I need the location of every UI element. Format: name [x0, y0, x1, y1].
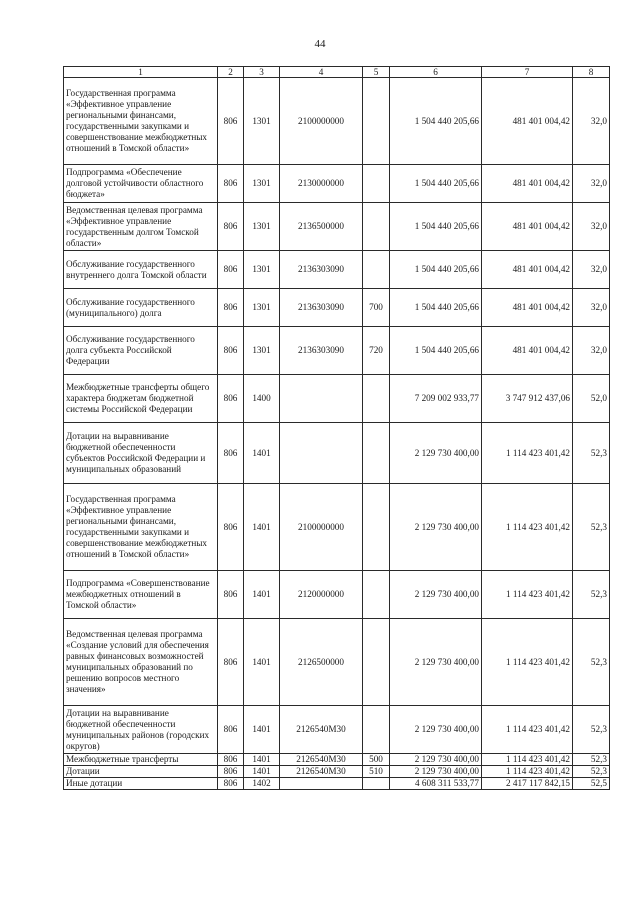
row-expense-type-cell: [363, 203, 390, 251]
row-target-code-cell: 2100000000: [280, 484, 363, 571]
row-name-cell: Межбюджетные трансферты общего характера бюджетам бюджетной системы Российской Федерации: [64, 375, 218, 423]
row-expense-type-cell: [363, 778, 390, 790]
row-fact-cell: 481 401 004,42: [482, 289, 573, 327]
budget-table: [63, 66, 610, 790]
row-gr-cell: 806: [218, 571, 244, 619]
row-name-cell: Государственная программа «Эффективное управление региональными финансами, государственными закупками и совершенствование межбюджетных отношений в Томской области»: [64, 78, 218, 165]
row-percent-cell: 32,0: [573, 78, 610, 165]
row-gr-cell: 806: [218, 423, 244, 484]
row-plan-cell: 7 209 002 933,77: [390, 375, 482, 423]
row-plan-cell: 1 504 440 205,66: [390, 78, 482, 165]
row-target-code-cell: 2126540М30: [280, 706, 363, 754]
table-row: [64, 289, 610, 327]
row-gr-cell: 806: [218, 706, 244, 754]
row-section-cell: 1401: [244, 571, 280, 619]
row-expense-type-cell: [363, 571, 390, 619]
row-gr-cell: 806: [218, 766, 244, 778]
col-header-fact: 7: [482, 67, 573, 78]
row-section-cell: 1401: [244, 423, 280, 484]
row-percent-cell: 32,0: [573, 251, 610, 289]
row-expense-type-cell: [363, 78, 390, 165]
row-section-cell: 1401: [244, 766, 280, 778]
row-fact-cell: 3 747 912 437,06: [482, 375, 573, 423]
row-expense-type-cell: [363, 251, 390, 289]
table-row: [64, 251, 610, 289]
row-percent-cell: 32,0: [573, 165, 610, 203]
row-percent-cell: 52,3: [573, 706, 610, 754]
row-name-cell: Межбюджетные трансферты: [64, 754, 218, 766]
row-name-cell: Подпрограмма «Совершенствование межбюджетных отношений в Томской области»: [64, 571, 218, 619]
row-section-cell: 1301: [244, 289, 280, 327]
row-section-cell: 1301: [244, 78, 280, 165]
row-name-cell: Ведомственная целевая программа «Эффективное управление государственным долгом Томской области»: [64, 203, 218, 251]
col-header-name: 1: [64, 67, 218, 78]
row-gr-cell: 806: [218, 251, 244, 289]
row-name-cell: Иные дотации: [64, 778, 218, 790]
table-row: [64, 778, 610, 790]
row-expense-type-cell: [363, 375, 390, 423]
row-plan-cell: 1 504 440 205,66: [390, 327, 482, 375]
row-expense-type-cell: [363, 165, 390, 203]
table-row: [64, 375, 610, 423]
row-section-cell: 1401: [244, 706, 280, 754]
row-section-cell: 1401: [244, 619, 280, 706]
row-fact-cell: 1 114 423 401,42: [482, 766, 573, 778]
table-row: [64, 766, 610, 778]
row-expense-type-cell: [363, 423, 390, 484]
col-header-target-code: 4: [280, 67, 363, 78]
row-target-code-cell: [280, 778, 363, 790]
row-fact-cell: 1 114 423 401,42: [482, 619, 573, 706]
table-row: [64, 203, 610, 251]
row-target-code-cell: [280, 375, 363, 423]
row-fact-cell: 481 401 004,42: [482, 165, 573, 203]
table-row: [64, 484, 610, 571]
row-fact-cell: 481 401 004,42: [482, 327, 573, 375]
row-target-code-cell: 2126500000: [280, 619, 363, 706]
row-gr-cell: 806: [218, 165, 244, 203]
row-target-code-cell: [280, 423, 363, 484]
row-target-code-cell: 2130000000: [280, 165, 363, 203]
row-plan-cell: 2 129 730 400,00: [390, 754, 482, 766]
row-target-code-cell: 2136303090: [280, 327, 363, 375]
row-plan-cell: 2 129 730 400,00: [390, 766, 482, 778]
row-percent-cell: 32,0: [573, 289, 610, 327]
row-fact-cell: 2 417 117 842,15: [482, 778, 573, 790]
row-percent-cell: 32,0: [573, 327, 610, 375]
row-section-cell: 1402: [244, 778, 280, 790]
row-plan-cell: 2 129 730 400,00: [390, 571, 482, 619]
row-fact-cell: 481 401 004,42: [482, 203, 573, 251]
row-gr-cell: 806: [218, 289, 244, 327]
row-plan-cell: 1 504 440 205,66: [390, 165, 482, 203]
row-percent-cell: 52,3: [573, 484, 610, 571]
row-gr-cell: 806: [218, 327, 244, 375]
table-row: [64, 619, 610, 706]
row-fact-cell: 1 114 423 401,42: [482, 571, 573, 619]
row-fact-cell: 1 114 423 401,42: [482, 706, 573, 754]
table-row: [64, 327, 610, 375]
col-header-section: 3: [244, 67, 280, 78]
row-plan-cell: 2 129 730 400,00: [390, 706, 482, 754]
row-target-code-cell: 2136500000: [280, 203, 363, 251]
table-row: [64, 706, 610, 754]
row-percent-cell: 52,3: [573, 423, 610, 484]
page-number: 44: [314, 38, 326, 50]
table-row: [64, 423, 610, 484]
row-name-cell: Обслуживание государственного долга субъекта Российской Федерации: [64, 327, 218, 375]
row-name-cell: Дотации на выравнивание бюджетной обеспеченности субъектов Российской Федерации и муниципальных образований: [64, 423, 218, 484]
table-row: [64, 571, 610, 619]
row-name-cell: Подпрограмма «Обеспечение долговой устойчивости областного бюджета»: [64, 165, 218, 203]
col-header-gr: 2: [218, 67, 244, 78]
row-target-code-cell: 2100000000: [280, 78, 363, 165]
row-percent-cell: 52,3: [573, 619, 610, 706]
row-name-cell: Ведомственная целевая программа «Создание условий для обеспечения равных финансовых возможностей муниципальных образований по решению вопросов местного значения»: [64, 619, 218, 706]
row-expense-type-cell: 510: [363, 766, 390, 778]
row-section-cell: 1301: [244, 251, 280, 289]
row-name-cell: Государственная программа «Эффективное управление региональными финансами, государственными закупками и совершенствование межбюджетных отношений в Томской области»: [64, 484, 218, 571]
row-target-code-cell: 2120000000: [280, 571, 363, 619]
row-gr-cell: 806: [218, 78, 244, 165]
row-percent-cell: 52,3: [573, 766, 610, 778]
row-section-cell: 1301: [244, 203, 280, 251]
row-percent-cell: 32,0: [573, 203, 610, 251]
col-header-percent: 8: [573, 67, 610, 78]
row-plan-cell: 2 129 730 400,00: [390, 484, 482, 571]
col-header-plan: 6: [390, 67, 482, 78]
row-fact-cell: 1 114 423 401,42: [482, 484, 573, 571]
row-target-code-cell: 2126540М30: [280, 766, 363, 778]
row-expense-type-cell: [363, 484, 390, 571]
row-percent-cell: 52,3: [573, 571, 610, 619]
row-target-code-cell: 2136303090: [280, 289, 363, 327]
row-section-cell: 1301: [244, 327, 280, 375]
row-plan-cell: 1 504 440 205,66: [390, 203, 482, 251]
row-name-cell: Дотации на выравнивание бюджетной обеспеченности муниципальных районов (городских округов): [64, 706, 218, 754]
row-gr-cell: 806: [218, 203, 244, 251]
row-name-cell: Обслуживание государственного (муниципального) долга: [64, 289, 218, 327]
row-expense-type-cell: 500: [363, 754, 390, 766]
row-name-cell: Дотации: [64, 766, 218, 778]
row-expense-type-cell: 720: [363, 327, 390, 375]
row-plan-cell: 1 504 440 205,66: [390, 251, 482, 289]
row-expense-type-cell: 700: [363, 289, 390, 327]
row-gr-cell: 806: [218, 619, 244, 706]
row-plan-cell: 4 608 311 533,77: [390, 778, 482, 790]
col-header-expense-type: 5: [363, 67, 390, 78]
row-section-cell: 1401: [244, 484, 280, 571]
row-plan-cell: 1 504 440 205,66: [390, 289, 482, 327]
row-plan-cell: 2 129 730 400,00: [390, 619, 482, 706]
row-expense-type-cell: [363, 706, 390, 754]
table-row: [64, 165, 610, 203]
table-row: [64, 754, 610, 766]
row-section-cell: 1401: [244, 754, 280, 766]
row-target-code-cell: 2126540М30: [280, 754, 363, 766]
row-section-cell: 1400: [244, 375, 280, 423]
row-plan-cell: 2 129 730 400,00: [390, 423, 482, 484]
row-section-cell: 1301: [244, 165, 280, 203]
row-fact-cell: 1 114 423 401,42: [482, 423, 573, 484]
row-expense-type-cell: [363, 619, 390, 706]
row-percent-cell: 52,5: [573, 778, 610, 790]
row-gr-cell: 806: [218, 754, 244, 766]
row-gr-cell: 806: [218, 484, 244, 571]
row-fact-cell: 481 401 004,42: [482, 78, 573, 165]
row-fact-cell: 481 401 004,42: [482, 251, 573, 289]
row-gr-cell: 806: [218, 778, 244, 790]
row-gr-cell: 806: [218, 375, 244, 423]
row-percent-cell: 52,0: [573, 375, 610, 423]
row-name-cell: Обслуживание государственного внутреннего долга Томской области: [64, 251, 218, 289]
table-row: [64, 78, 610, 165]
row-percent-cell: 52,3: [573, 754, 610, 766]
row-target-code-cell: 2136303090: [280, 251, 363, 289]
row-fact-cell: 1 114 423 401,42: [482, 754, 573, 766]
header-row: [64, 67, 610, 78]
